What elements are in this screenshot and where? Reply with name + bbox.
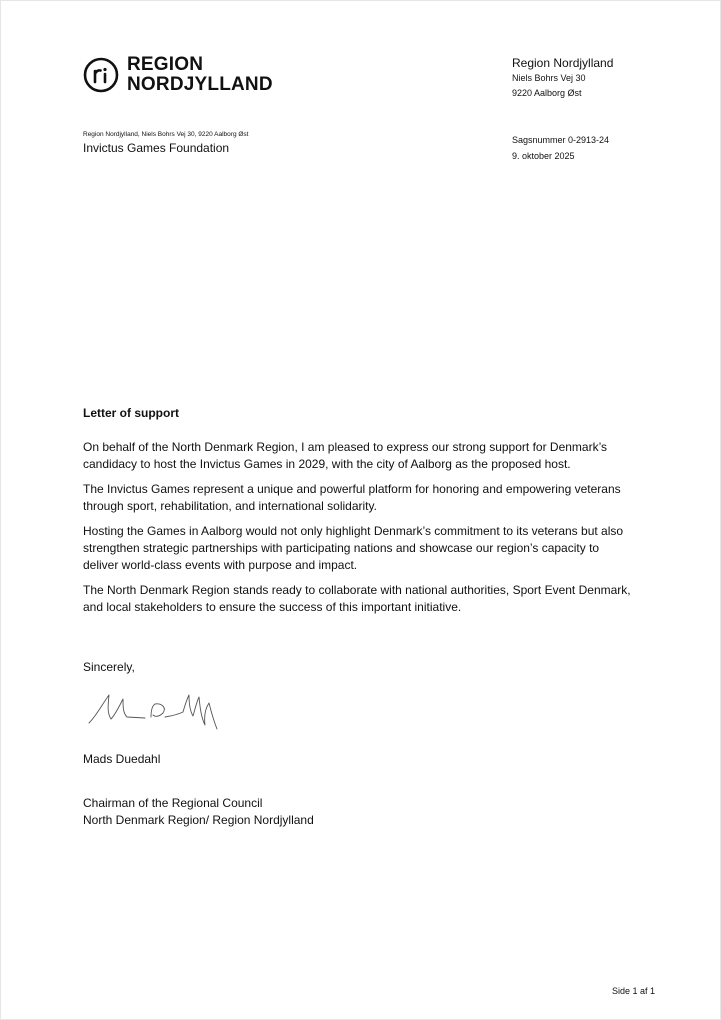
sender-name: Region Nordjylland (512, 56, 614, 70)
case-number: Sagsnummer 0-2913-24 (512, 135, 610, 145)
paragraph-1: On behalf of the North Denmark Region, I am pleased to express our strong support for Denmark’s candidacy to host the Invictus Games in 2029, with the city of Aalborg as the proposed host. (83, 440, 608, 471)
signer-title-block (83, 795, 314, 829)
region-logo (83, 55, 273, 95)
return-address: Region Nordjylland, Niels Bohrs Vej 30, 9220 Aalborg Øst (83, 131, 249, 138)
sender-address (512, 56, 613, 101)
paragraph-3: Hosting the Games in Aalborg would not only highlight Denmark’s commitment to its veterans but also strengthen strategic partnerships with participating nations and showcase our region’s capacity to deliver world-class events with purpose and impact. (83, 524, 624, 572)
signer-name: Mads Duedahl (83, 752, 161, 766)
logo-line-1: REGION (127, 54, 204, 75)
logo-line-2: NORDJYLLAND (127, 74, 273, 95)
letter-date: 9. oktober 2025 (512, 151, 575, 161)
letter-meta (512, 132, 609, 164)
recipient: Invictus Games Foundation (83, 141, 230, 155)
sender-city: 9220 Aalborg Øst (512, 88, 582, 98)
signer-organization: North Denmark Region/ Region Nordjylland (83, 813, 314, 827)
sender-street: Niels Bohrs Vej 30 (512, 73, 586, 83)
paragraph-2: The Invictus Games represent a unique and powerful platform for honoring and empowering veterans through sport, rehabilitation, and international solidarity. (83, 482, 621, 513)
letter-body (83, 405, 635, 624)
logo-wordmark (127, 55, 273, 95)
paragraph-4: The North Denmark Region stands ready to collaborate with national authorities, Sport Event Denmark, and local stakeholders to ensure the success of this important initiative. (83, 583, 631, 614)
handwritten-signature (87, 689, 227, 733)
page-number: Side 1 af 1 (612, 986, 656, 996)
letter-heading: Letter of support (83, 406, 179, 420)
signer-title: Chairman of the Regional Council (83, 796, 263, 810)
region-nordjylland-logo-icon (83, 57, 119, 93)
closing: Sincerely, (83, 660, 135, 674)
